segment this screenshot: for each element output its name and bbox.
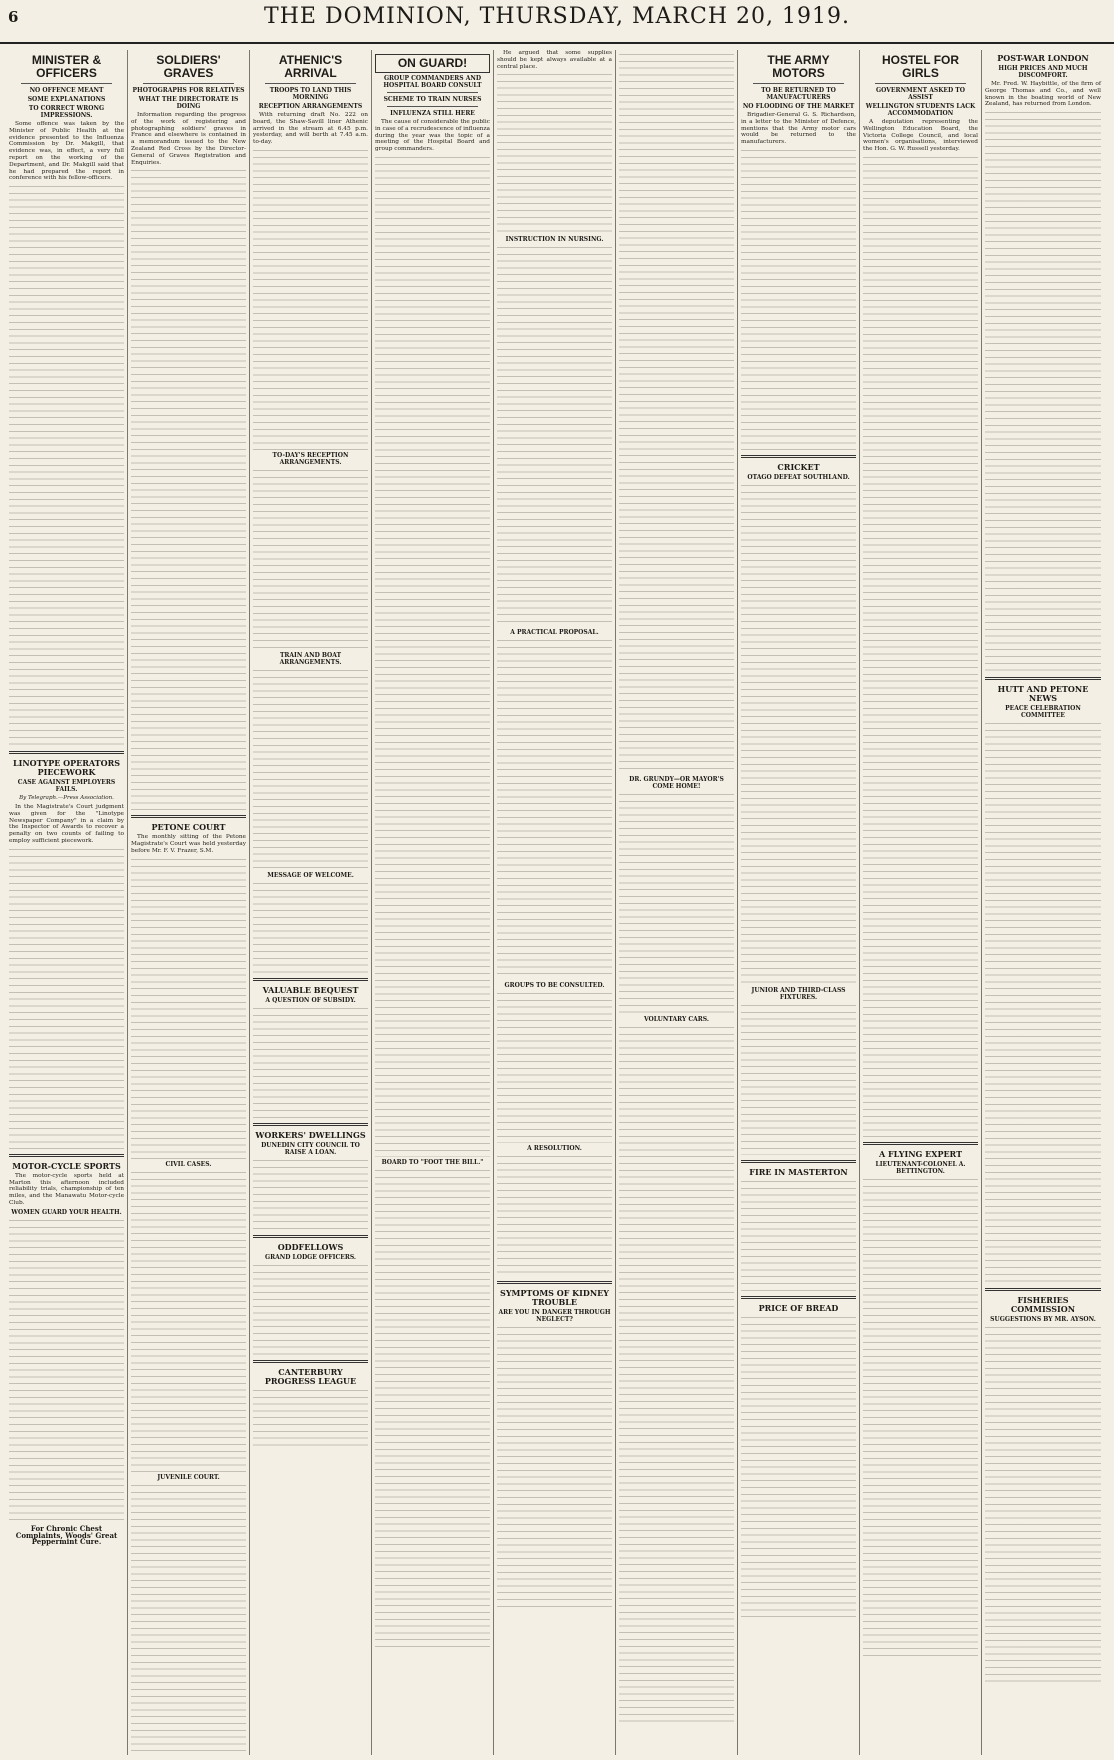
article-text-lines	[741, 1317, 856, 1617]
headline-cricket: CRICKET	[777, 461, 820, 472]
subhead: TO-DAY'S RECEPTION ARRANGEMENTS.	[272, 451, 349, 466]
subhead: TROOPS TO LAND THIS MORNING	[269, 87, 352, 101]
article-text-lines	[497, 1156, 612, 1276]
article-text-lines	[9, 849, 124, 1149]
subhead: INFLUENZA STILL HERE	[390, 110, 475, 117]
subhead: LIEUTENANT-COLONEL A. BETTINGTON.	[875, 1160, 966, 1175]
subhead: BOARD TO "FOOT THE BILL."	[381, 1158, 484, 1166]
headline-motor-cycle: MOTOR-CYCLE SPORTS	[12, 1160, 121, 1171]
subhead: SCHEME TO TRAIN NURSES	[383, 96, 482, 103]
headline-post-war-london: POST-WAR LONDON	[997, 53, 1089, 63]
subhead: TRAIN AND BOAT ARRANGEMENTS.	[279, 651, 342, 666]
article-text-lines	[619, 54, 734, 774]
article-text-lines	[253, 1160, 368, 1230]
article-text-lines	[253, 1008, 368, 1118]
headline-oddfellows: ODDFELLOWS	[277, 1241, 344, 1252]
subhead: DR. GRUNDY—OR MAYOR'S COME HOME!	[629, 776, 724, 790]
article-text-lines	[9, 186, 124, 746]
subhead: RECEPTION ARRANGEMENTS	[258, 103, 363, 110]
article-text-lines	[375, 157, 490, 1157]
article-text: Brigadier-General G. S. Richardson, in a letter to the Minister of Defence, mentions that the Army motor cars would be returned to the manufacturers.	[741, 112, 856, 146]
column-5	[494, 50, 616, 1755]
article-text-lines	[497, 993, 612, 1143]
page-number: 6	[8, 8, 19, 26]
subhead: PHOTOGRAPHS FOR RELATIVES	[132, 87, 245, 94]
column-8	[860, 50, 982, 1755]
masthead	[0, 0, 1114, 44]
subhead: INSTRUCTION IN NURSING.	[505, 236, 604, 244]
subhead: VOLUNTARY CARS.	[644, 1016, 709, 1023]
subhead: SOME EXPLANATIONS	[27, 96, 106, 103]
headline-flying-expert: A FLYING EXPERT	[878, 1148, 963, 1159]
subhead: TO CORRECT WRONG IMPRESSIONS.	[28, 105, 105, 119]
subhead: NO FLOODING OF THE MARKET	[742, 103, 855, 110]
article-text-lines	[497, 1327, 612, 1607]
headline-kidney-trouble: SYMPTOMS OF KIDNEY TROUBLE	[500, 1288, 609, 1308]
column-9	[982, 50, 1104, 1755]
article-text-lines	[131, 170, 246, 810]
subhead: NO OFFENCE MEANT	[29, 87, 104, 94]
subhead: DUNEDIN CITY COUNCIL TO RAISE A LOAN.	[261, 1141, 360, 1156]
headline-athenic: ATHENIC'S ARRIVAL	[278, 53, 343, 80]
article-text: He argued that some supplies should be kept always available at a central place.	[497, 50, 612, 70]
column-6	[616, 50, 738, 1755]
article-text-lines	[253, 1390, 368, 1450]
article-text: Some offence was taken by the Minister of Public Health at the evidence presented to the Influenza Commission by Dr. Makgill, that evidence was, in effect, a very full report on the working of the Department, and Dr. Makgill said that he had prepared the report in conference with his fellow-officers.	[9, 121, 124, 182]
subhead: GROUPS TO BE CONSULTED.	[504, 982, 605, 990]
article-text-lines	[253, 470, 368, 650]
article-text-lines	[253, 1265, 368, 1355]
article-text-lines	[375, 1170, 490, 1650]
subhead: CASE AGAINST EMPLOYERS FAILS.	[17, 779, 116, 794]
article-text: The motor-cycle sports held at Marton this afternoon included reliability trials, championship of ten miles, and the Manawatu Motor-cycle Club.	[9, 1172, 124, 1206]
article-text-lines	[131, 859, 246, 1159]
article-text-lines	[131, 1485, 246, 1755]
subhead: ARE YOU IN DANGER THROUGH NEGLECT?	[498, 1309, 611, 1324]
article-text: Information regarding the progress of the work of registering and photographing soldiers' graves in France and elsewhere is contained in a memorandum issued to the New Zealand Red Cross by the Director-General of Graves Registration and Enquiries.	[131, 112, 246, 166]
article-text-lines	[985, 112, 1101, 672]
article-text-lines	[253, 150, 368, 450]
subhead: JUVENILE COURT.	[157, 1473, 220, 1481]
column-4	[372, 50, 494, 1755]
article-text-lines	[741, 1181, 856, 1291]
headline-valuable-bequest: VALUABLE BEQUEST	[262, 984, 359, 995]
article-text-lines	[497, 640, 612, 980]
subhead: CIVIL CASES.	[165, 1160, 212, 1168]
headline-hostel-for-girls: HOSTEL FOR GIRLS	[881, 53, 960, 80]
article-text-lines	[253, 883, 368, 973]
subhead: WOMEN GUARD YOUR HEALTH.	[11, 1208, 122, 1216]
headline-canterbury: CANTERBURY PROGRESS LEAGUE	[264, 1366, 357, 1386]
subhead: JUNIOR AND THIRD-CLASS FIXTURES.	[751, 986, 846, 1001]
subhead: HIGH PRICES AND MUCH DISCOMFORT.	[998, 65, 1088, 79]
subhead: GRAND LODGE OFFICERS.	[264, 1253, 357, 1261]
subhead: OTAGO DEFEAT SOUTHLAND.	[747, 473, 850, 481]
columns	[6, 50, 1108, 1755]
headline-soldiers-graves: SOLDIERS' GRAVES	[156, 53, 221, 80]
article-text-lines	[131, 1172, 246, 1472]
headline-army-motors: THE ARMY MOTORS	[767, 53, 830, 80]
article-text-lines	[253, 670, 368, 870]
headline-price-of-bread: PRICE OF BREAD	[758, 1302, 839, 1313]
article-text: With returning draft No. 222 on board, the Shaw-Savill liner Athenic arrived in the stream at 6.45 p.m. yesterday, and will berth at 7.45 a.m. to-day.	[253, 112, 368, 146]
headline-linotype: LINOTYPE OPERATORS PIECEWORK	[12, 758, 121, 778]
article-text: A deputation representing the Wellington Education Board, the Victoria College Council, and local women's organisations, interviewed the Hon. G. W. Russell yesterday.	[863, 119, 978, 153]
headline-fisheries: FISHERIES COMMISSION	[1010, 1295, 1076, 1315]
subhead: WELLINGTON STUDENTS LACK ACCOMMODATION	[865, 103, 976, 117]
article-text-lines	[741, 150, 856, 450]
article-text-lines	[741, 485, 856, 985]
column-3	[250, 50, 372, 1755]
article-text-lines	[9, 1220, 124, 1520]
article-text: In the Magistrate's Court judgment was given for the "Linotype Newspaper Company" in a claim by the Inspector of Awards to recover a penalty on two counts of failing to employ sufficient piecework.	[9, 803, 124, 844]
article-text-lines	[985, 1327, 1101, 1687]
column-7	[738, 50, 860, 1755]
column-2	[128, 50, 250, 1755]
headline-hutt-petone: HUTT AND PETONE NEWS	[997, 684, 1089, 704]
subhead: GROUP COMMANDERS AND HOSPITAL BOARD CONSULT	[383, 75, 482, 89]
subhead: WHAT THE DIRECTORATE IS DOING	[138, 96, 239, 110]
article-text-lines	[497, 247, 612, 627]
subhead: PEACE CELEBRATION COMMITTEE	[1005, 705, 1081, 720]
article-text-lines	[497, 74, 612, 234]
subhead: SUGGESTIONS BY MR. AYSON.	[990, 1316, 1096, 1324]
subhead: A RESOLUTION.	[527, 1145, 582, 1153]
headline-fire-masterton: FIRE IN MASTERTON	[749, 1166, 848, 1177]
headline-petone-court: PETONE COURT	[151, 822, 226, 833]
article-text-lines	[863, 157, 978, 1137]
headline-on-guard: ON GUARD!	[375, 54, 490, 73]
subhead: TO BE RETURNED TO MANUFACTURERS	[761, 87, 836, 101]
subhead: GOVERNMENT ASKED TO ASSIST	[876, 87, 965, 101]
article-text: The monthly sitting of the Petone Magistrate's Court was held yesterday before Mr. F. V. Frazer, S.M.	[131, 834, 246, 854]
column-1	[6, 50, 128, 1755]
headline-minister-officers: MINISTER & OFFICERS	[31, 53, 102, 80]
subhead: A QUESTION OF SUBSIDY.	[265, 996, 356, 1004]
article-text-lines	[741, 1005, 856, 1155]
article-text-lines	[619, 1027, 734, 1727]
article-text: Mr. Fred. W. Haybittle, of the firm of George Thomas and Co., and well known in the boating world of New Zealand, has returned from London.	[985, 81, 1101, 108]
article-text-lines	[619, 794, 734, 1014]
headline-workers-dwellings: WORKERS' DWELLINGS	[255, 1129, 366, 1140]
byline: By Telegraph.—Press Association.	[19, 795, 114, 802]
subhead: MESSAGE OF WELCOME.	[267, 871, 354, 879]
newspaper-title: THE DOMINION, THURSDAY, MARCH 20, 1919.	[264, 4, 850, 29]
article-text: The cause of considerable the public in case of a recrudescence of influenza during the year was the topic of a meeting of the Hospital Board and group commanders.	[375, 119, 490, 153]
advertisement: For Chronic Chest Complaints, Woods' Great Peppermint Cure.	[15, 1523, 118, 1547]
subhead: A PRACTICAL PROPOSAL.	[510, 629, 599, 637]
article-text-lines	[985, 723, 1101, 1283]
article-text-lines	[863, 1179, 978, 1659]
